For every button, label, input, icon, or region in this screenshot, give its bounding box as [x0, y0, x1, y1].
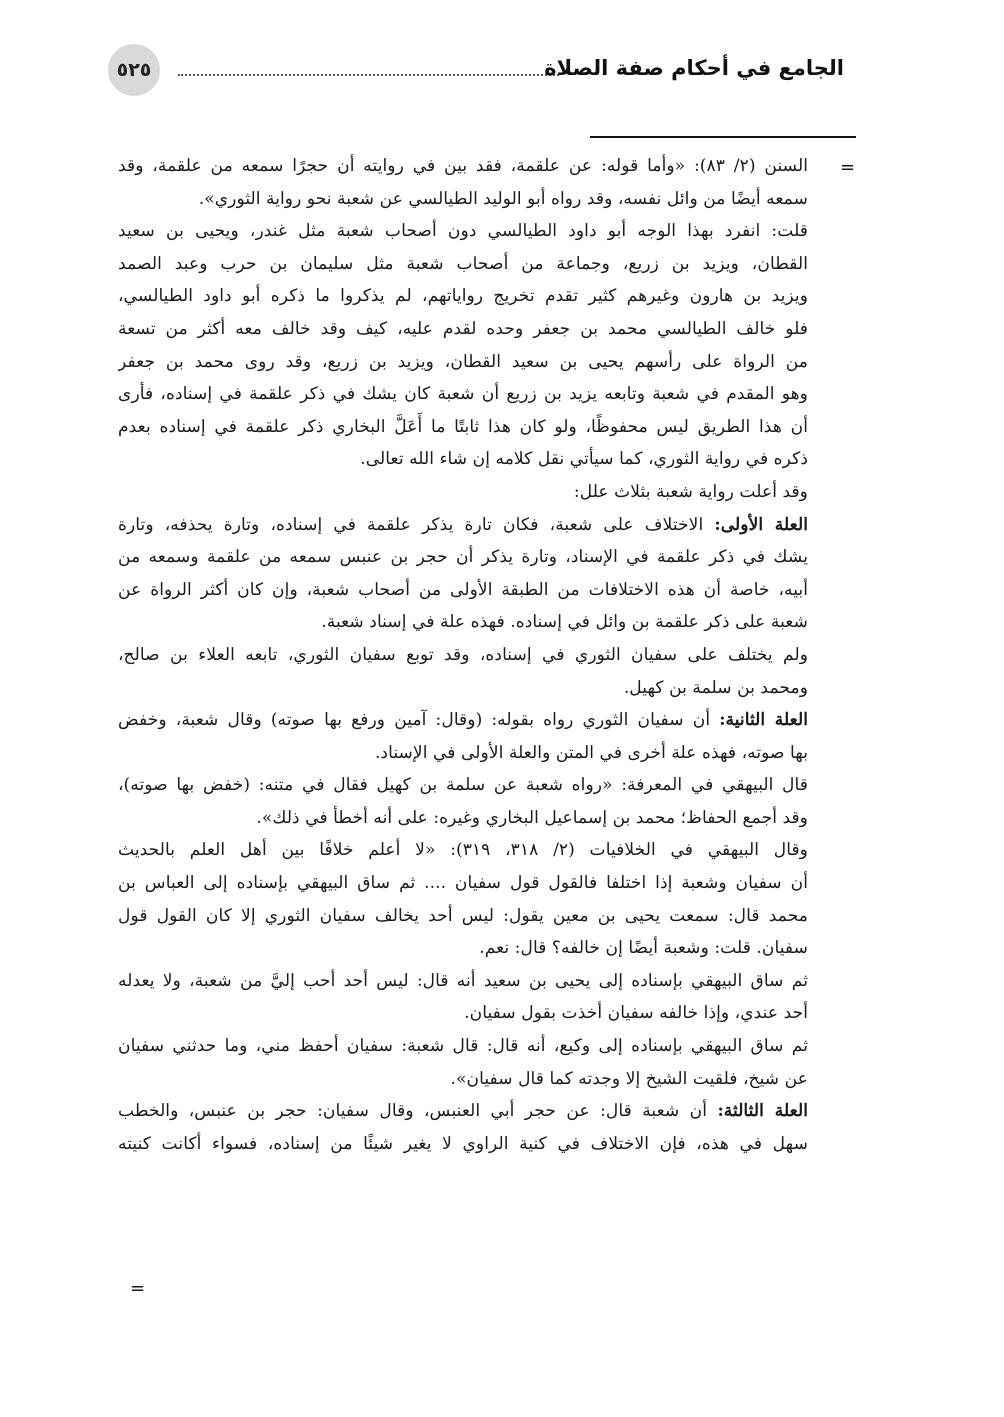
line-text: من الرواة على رأسهم يحيى بن سعيد القطان، ويزيد بن زريع، وقد روى محمد بن جعفر — [118, 351, 808, 372]
line-text: أن شعبة قال: عن حجر أبي العنبس، وقال سفيان: حجر بن عنبس، والخطب — [118, 1101, 718, 1122]
text-line — [118, 411, 808, 444]
line-text: قال البيهقي في المعرفة: «رواه شعبة عن سلمة بن كهيل فقال في متنه: (خفض بها صوته)، — [118, 775, 808, 796]
text-line — [118, 1063, 808, 1096]
text-line — [118, 183, 808, 216]
text-line — [118, 834, 808, 867]
line-text: ولم يختلف على سفيان الثوري في إسناده، وقد توبع سفيان الثوري، تابعه العلاء بن صالح، — [118, 644, 808, 665]
line-text: سفيان. قلت: وشعبة أيضًا إن خالفه؟ قال: نعم. — [479, 938, 808, 959]
line-text: الاختلاف على شعبة، فكان تارة يذكر علقمة في إسناده، وتارة يحذفه، وتارة — [118, 514, 715, 535]
line-text: أن سفيان وشعبة إذا اختلفا فالقول قول سفيان .... ثم ساق البيهقي بإسناده إلى العباس بن — [118, 873, 808, 894]
text-line — [118, 378, 808, 411]
line-text: سهل في هذه، فإن الاختلاف في كنية الراوي لا يغير شيئًا من إسناده، فسواء أكانت كنيته — [118, 1133, 808, 1154]
line-text: عن شيخ، فلقيت الشيخ إلا وجدته كما قال سفيان». — [450, 1068, 808, 1089]
text-line — [118, 672, 808, 705]
line-text: ثم ساق البيهقي بإسناده إلى يحيى بن سعيد أنه قال: ليس أحد أحب إليَّ من شعبة، ولا يعدله — [118, 970, 808, 991]
text-line — [118, 997, 808, 1030]
text-line — [118, 150, 808, 183]
line-text: فلو خالف الطيالسي محمد بن جعفر وحده لقدم عليه، كيف وقد خالف معه أكثر من تسعة — [118, 318, 808, 339]
footnote-body — [118, 150, 808, 1160]
line-text: بها صوته، فهذه علة أخرى في المتن والعلة الأولى في الإسناد. — [374, 742, 808, 763]
text-line — [118, 1128, 808, 1161]
line-text: قلت: انفرد بهذا الوجه أبو داود الطيالسي دون أصحاب شعبة مثل غندر، ويحيى بن سعيد — [118, 221, 808, 242]
text-line — [118, 606, 808, 639]
text-line — [118, 541, 808, 574]
book-title: الجامع في أحكام صفة الصلاة — [544, 56, 844, 80]
section-label: العلة الثالثة: — [717, 1101, 808, 1122]
text-line — [118, 280, 808, 313]
text-line — [118, 476, 808, 509]
text-line — [118, 313, 808, 346]
text-line — [118, 965, 808, 998]
section-label: العلة الأولى: — [714, 514, 808, 535]
line-text: وهو المقدم في شعبة وتابعه يزيد بن زريع أن شعبة كان يشك في ذكر علقمة في إسناده، فأرى — [118, 384, 808, 405]
line-text: وقد أعلت رواية شعبة بثلاث علل: — [573, 481, 808, 502]
text-line — [118, 443, 808, 476]
continuation-mark-bottom: = — [130, 1278, 146, 1299]
line-text: سمعه أيضًا من وائل نفسه، وقد رواه أبو الوليد الطيالسي عن شعبة نحو رواية الثوري». — [198, 188, 808, 209]
text-line — [118, 346, 808, 379]
text-line — [118, 215, 808, 248]
continuation-mark-top: = — [840, 157, 856, 178]
line-text: أبيه، خاصة أن هذه الاختلافات من الطبقة الأولى من أصحاب شعبة، وإن كان أكثر الرواة عن — [118, 579, 808, 600]
line-text: ثم ساق البيهقي بإسناده إلى وكيع، أنه قال: قال شعبة: سفيان أحفظ مني، وما حدثني سفيان — [118, 1036, 808, 1057]
text-line — [118, 639, 808, 672]
line-text: وقال البيهقي في الخلافيات (٢/ ٣١٨، ٣١٩): «لا أعلم خلافًا بين أهل العلم بالحديث — [118, 840, 808, 861]
text-line — [118, 802, 808, 835]
line-text: أن سفيان الثوري رواه بقوله: (وقال: آمين ورفع بها صوته) وقال شعبة، وخفض — [118, 710, 720, 731]
text-line — [118, 509, 808, 542]
line-text: يشك في ذكر علقمة في الإسناد، وتارة يذكر أن حجر بن عنبس سمعه من علقمة وسمعه من — [118, 547, 808, 568]
line-text: أن هذا الطريق ليس محفوظًا، ولو كان هذا ثابتًا ما أَعَلَّ البخاري ذكر علقمة في إسناده بعدم — [118, 416, 808, 437]
running-header — [100, 44, 854, 104]
text-line — [118, 1095, 808, 1128]
text-line — [118, 932, 808, 965]
text-line — [118, 704, 808, 737]
text-line — [118, 248, 808, 281]
page-number-badge: ٥٢٥ — [108, 44, 160, 96]
line-text: وقد أجمع الحفاظ؛ محمد بن إسماعيل البخاري وغيره: على أنه أخطأ في ذلك». — [256, 807, 808, 828]
text-line — [118, 737, 808, 770]
text-line — [118, 867, 808, 900]
text-line — [118, 574, 808, 607]
section-label: العلة الثانية: — [719, 710, 808, 731]
line-text: السنن (٢/ ٨٣): «وأما قوله: عن علقمة، فقد بين في روايته أن حجرًا سمعه من علقمة، وقد — [118, 156, 808, 176]
header-dotted-leader — [178, 74, 559, 76]
line-text: ويزيد بن هارون وغيرهم كثير تقدم تخريج رواياتهم، لم يذكروا ما ذكره أبو داود الطيالسي، — [118, 286, 808, 307]
text-line — [118, 769, 808, 802]
line-text: ذكره في رواية الثوري، كما سيأتي نقل كلامه إن شاء الله تعالى. — [360, 449, 808, 470]
line-text: محمد قال: سمعت يحيى بن معين يقول: ليس أحد يخالف سفيان الثوري إلا كان القول قول — [118, 905, 808, 926]
text-line — [118, 1030, 808, 1063]
line-text: أحد عندي، وإذا خالفه سفيان أخذت بقول سفيان. — [464, 1003, 808, 1024]
line-text: ومحمد بن سلمة بن كهيل. — [623, 677, 808, 698]
line-text: شعبة على ذكر علقمة بن وائل في إسناده. فهذه علة في إسناد شعبة. — [321, 612, 808, 633]
footnote-separator-rule — [590, 136, 856, 138]
line-text: القطان، ويزيد بن زريع، وجماعة من أصحاب شعبة مثل سليمان بن حرب وعبد الصمد — [118, 253, 808, 274]
text-line — [118, 900, 808, 933]
